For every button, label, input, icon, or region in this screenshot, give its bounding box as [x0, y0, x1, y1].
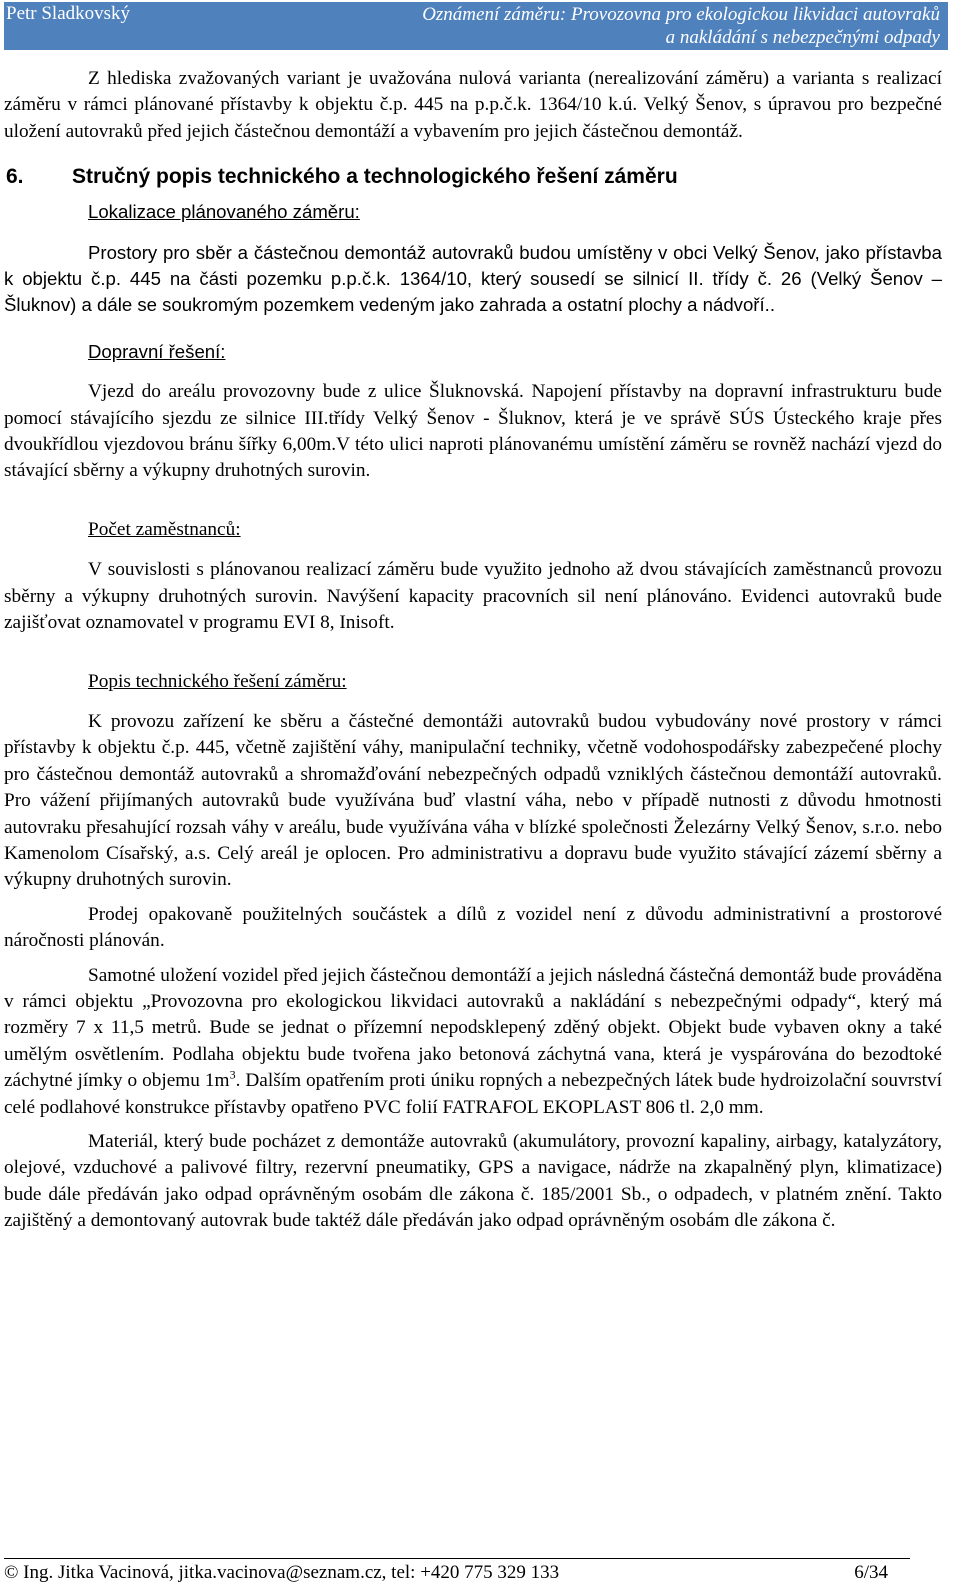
document-body: [4, 66, 942, 1235]
section-number: 6.: [6, 165, 24, 189]
popis-paragraph-3-end: . Dalším opatřením proti úniku ropných a nebezpečných látek bude hydroizolační souvrství celé podlahové konstrukce přístavby opatřeno PVC folií FATRAFOL EKOPLAST 806 tl. 2,0 mm.: [4, 1070, 942, 1118]
header-title-line-2: a nakládání s nebezpečnými odpady: [665, 27, 940, 48]
pocet-text: V souvislosti s plánovanou realizací záměru bude využito jednoho až dvou stávajících zaměstnanců provozu sběrny a výkupny druhotných surovin. Navýšení kapacity pracovních sil není plánováno. Evidenci autovraků bude zajišťovat oznamovatel v programu EVI 8, Inisoft.: [4, 559, 942, 634]
header-title: [320, 3, 940, 49]
header-author: Petr Sladkovský: [6, 3, 131, 24]
popis-paragraph-3-start: Samotné uložení vozidel před jejich částečnou demontáží a jejich následná částečná demontáž bude prováděna v rámci objektu „Provozovna pro ekologickou likvidaci autovraků a nakládání s nebezpečnými odpady“, který má rozměry 7 x 11,5 metrů. Bude se jednat o přízemní nepodsklepený zděný objekt. Objekt bude vybaven okny a také umělým osvětlením. Podlaha objektu bude tvořena jako betonová záchytná vana, která je vyspárována do bezodtoké záchytné jímky o objemu 1m: [4, 964, 942, 1092]
section-heading: [4, 163, 942, 191]
section-title: Stručný popis technického a technologického řešení záměru: [72, 165, 678, 189]
popis-label: Popis technického řešení záměru:: [88, 670, 347, 692]
page-header: [4, 2, 948, 50]
popis-paragraph-4: Materiál, který bude pocházet z demontáže autovraků (akumulátory, provozní kapaliny, airbagy, katalyzátory, olejové, vzduchové a palivové filtry, rezervní pneumatiky, GPS a navigace, nádrže na zkapalněný plyn, klimatizace) bude dále předáván jako odpad oprávněným osobám dle zákona č. 185/2001 Sb., o odpadech, v platném znění. Takto zajištěný a demontovaný autovrak bude taktéž dále předáván jako odpad oprávněným osobám dle zákona č.: [4, 1131, 942, 1232]
footer-divider: [4, 1558, 910, 1559]
pocet-label: Počet zaměstnanců:: [88, 518, 241, 540]
lokalizace-text: Prostory pro sběr a částečnou demontáž autovraků budou umístěny v obci Velký Šenov, jako přístavba k objektu č.p. 445 na části pozemku p.p.č.k. 1364/10, který sousedí se silnicí II. třídy č. 26 (Velký Šenov – Šluknov) a dále se soukromým pozemkem vedeným jako zahrada a ostatní plochy a nádvoří..: [4, 241, 942, 316]
popis-paragraph-2: Prodej opakovaně použitelných součástek a dílů z vozidel není z důvodu administrativní a prostorové náročnosti plánován.: [4, 903, 942, 952]
dopravni-label: Dopravní řešení:: [88, 340, 226, 362]
header-title-line-1: Oznámení záměru: Provozovna pro ekologickou likvidaci autovraků: [422, 4, 940, 25]
popis-paragraph-1: K provozu zařízení ke sběru a částečné demontáži autovraků budou vybudovány nové prostory v rámci přístavby k objektu č.p. 445, včetně zajištění váhy, manipulační techniky, včetně vodohospodářsky zabezpečené plochy pro částečnou demontáž autovraků a shromažďování nebezpečných odpadů vzniklých částečnou demontáží autovraků. Pro vážení přijímaných autovraků bude využívána buď vlastní váha, nebo v případě nutnosti z důvodu hmotnosti autovraku přesahující rozsah váhy v areálu, bude využívána váha v blízké společnosti Železárny Velký Šenov, s.r.o. nebo Kamenolom Císařský, a.s. Celý areál je oplocen. Pro administrativu a dopravu bude využito stávající zázemí sběrny a výkupny druhotných surovin.: [4, 710, 942, 891]
dopravni-text: Vjezd do areálu provozovny bude z ulice Šluknovská. Napojení přístavby na dopravní infrastrukturu bude pomocí stávajícího sjezdu ze silnice III.třídy Velký Šenov - Šluknov, která je ve správě SÚS Ústeckého kraje přes dvoukřídlou vjezdovou bránu šířky 6,00m.V této ulici naproti plánovanému umístění záměru se rovněž nachází vjezd do stávající sběrny a výkupny druhotných surovin.: [4, 381, 942, 482]
footer-page-number: 6/34: [854, 1562, 888, 1583]
intro-paragraph: Z hlediska zvažovaných variant je uvažována nulová varianta (nerealizování záměru) a varianta s realizací záměru v rámci plánované přístavby k objektu č.p. 445 na p.p.č.k. 1364/10 k.ú. Velký Šenov, s úpravou pro bezpečné uložení autovraků před jejich částečnou demontáží a vybavením pro jejich částečnou demontáž.: [4, 68, 942, 142]
cubic-superscript: 3: [229, 1067, 236, 1082]
popis-paragraph-3: [4, 963, 942, 1121]
lokalizace-label: Lokalizace plánovaného záměru:: [88, 201, 360, 223]
footer-contact: © Ing. Jitka Vacinová, jitka.vacinova@seznam.cz, tel: +420 775 329 133: [4, 1562, 560, 1583]
